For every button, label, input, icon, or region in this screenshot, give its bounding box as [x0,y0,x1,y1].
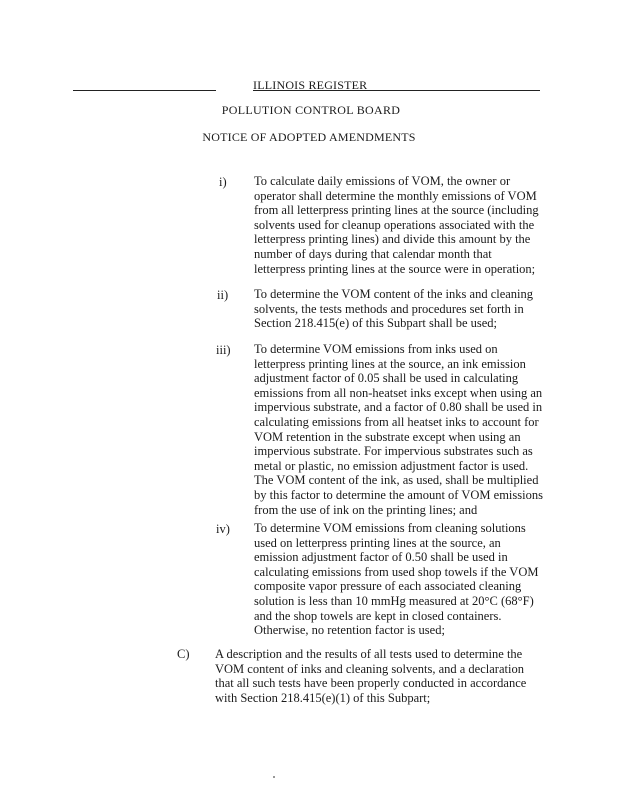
section-c-text: A description and the results of all tests used to determine the VOM content of inks and cleaning solvents, and a declaration that all such tests have been properly conducted in accordance with Section 218.415(e)(1) of this Subpart; [215,647,527,705]
board-title-text: POLLUTION CONTROL BOARD [221,103,401,117]
board-title [0,103,618,118]
item-text-iii: To determine VOM emissions from inks used on letterpress printing lines at the source, an ink emission adjustment factor of 0.05 shall be used in calculating emissions from all non-heatset inks except when using an impervious substrate, and a factor of 0.80 shall be used in calculating emissions from all heatset inks to account for VOM retention in the substrate except when using an impervious substrate. For impervious substrates such as metal or plastic, no emission adjustment factor is used. The VOM content of the ink, as used, shall be multiplied by this factor to determine the amount of VOM emissions from the use of ink on the printing lines; and [254,342,543,517]
page-mark [273,776,275,778]
section-c-label: C) [177,647,190,661]
register-title: ILLINOIS REGISTER [253,78,368,92]
notice-title: NOTICE OF ADOPTED AMENDMENTS [202,130,416,144]
header-rule-left [73,90,216,91]
header-rule-right [253,90,540,91]
register-header [0,78,618,94]
item-text-ii: To determine the VOM content of the inks and cleaning solvents, the tests methods and procedures set forth in Section 218.415(e) of this Subpart shall be used; [254,287,534,331]
item-text-iv: To determine VOM emissions from cleaning solutions used on letterpress printing lines at the source, an emission adjustment factor of 0.50 shall be used in calculating emissions from used shop towels if the VOM composite vapor pressure of each associated cleaning solution is less than 10 mmHg measured at 20°C (68°F) and the shop towels are kept in closed containers. Otherwise, no retention factor is used; [254,521,539,638]
item-label-i: i) [219,175,227,189]
item-label-ii: ii) [217,288,229,302]
item-label-iv: iv) [216,522,230,536]
item-text-i: To calculate daily emissions of VOM, the owner or operator shall determine the monthly emissions of VOM from all letterpress printing lines at the source (including solvents used for cleanup operations associated with the letterpress printing lines) and divide this amount by the number of days during that calendar month that letterpress printing lines at the source were in operation; [254,174,539,276]
item-label-iii: iii) [216,343,231,357]
